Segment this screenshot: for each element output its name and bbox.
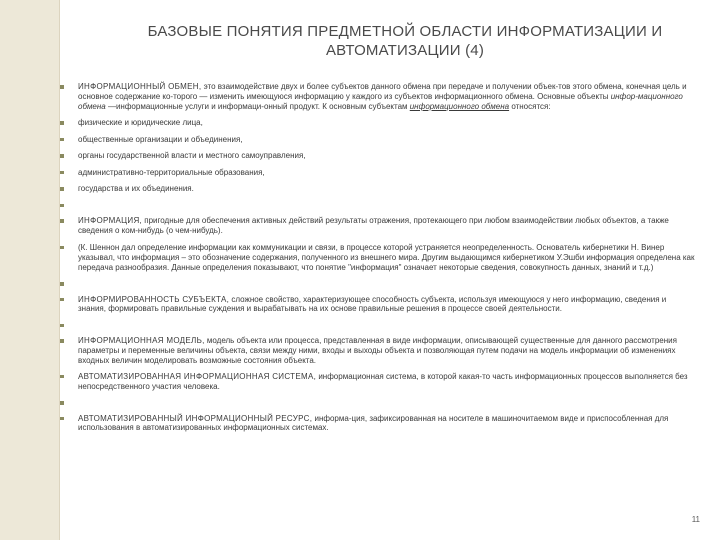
page-number: 11 <box>691 515 700 524</box>
term-auto-resource: АВТОМАТИЗИРОВАННЫЙ ИНФОРМАЦИОННЫЙ РЕСУРС, <box>78 413 313 423</box>
list-item-admin-units <box>60 168 696 178</box>
list-item-info-exchange <box>60 82 696 112</box>
list-item-public-orgs <box>60 135 696 145</box>
italic-underlined-term: информационного обмена <box>409 101 510 111</box>
definition-text: относятся: <box>509 101 551 111</box>
term-auto-system: АВТОМАТИЗИРОВАННАЯ ИНФОРМАЦИОННАЯ СИСТЕМА, <box>78 371 317 381</box>
term-info-exchange: ИНФОРМАЦИОННЫЙ ОБМЕН, <box>78 82 202 91</box>
definition-text: информа-ция, зафиксированная на носителе в машиночитаемом виде и приспособленная для использования в автоматизированных информационных системах. <box>78 413 669 433</box>
definition-text: это взаимодействие двух и более субъектов данного обмена при передаче и получении объек-тов этого обмена, конечная цель и основное содержание ко-торого — изменить имеющуюся информацию у каждого из субъектов информационного обмена. Основные объекты <box>78 82 687 101</box>
list-item-empty <box>60 201 696 211</box>
title-line-2: АВТОМАТИЗАЦИИ (4) <box>325 42 485 59</box>
list-item-text: общественные организации и объединения, <box>78 134 243 144</box>
list-item-auto-system <box>60 372 696 392</box>
list-item-text: (К. Шеннон дал определение информации как коммуникации и связи, в процессе которой устраняется неопределенность. Основатель кибернетики Н. Винер указывал, что информация – это обозначение содержания, полученного из внешнего мира. Другим выдающимся кибернетиком У.Эшби информация определена как передача разнообразия. Данные определения показывают, что понятие "информация" означает некоторые сведения, совокупность данных, знаний и т.д.) <box>78 242 695 272</box>
slide-title <box>110 22 700 60</box>
list-item-text: государства и их объединения. <box>78 184 194 194</box>
term-info-model: ИНФОРМАЦИОННАЯ МОДЕЛЬ, <box>78 336 205 346</box>
list-item-auto-resource <box>60 414 696 434</box>
term-awareness: ИНФОРМИРОВАННОСТЬ СУБЪЕКТА, <box>78 294 230 304</box>
list-item-gov-bodies <box>60 151 696 161</box>
definition-text: модель объекта или процесса, представленная в виде информации, описывающей существенные для данного рассмотрения параметры и переменные величины объекта, связи между ними, входы и выходы объекта и позволяющая путем подачи на модель информации об изменениях входных величин моделировать возможные состояния объекта. <box>78 336 677 366</box>
list-item-info-model <box>60 336 696 366</box>
italic-term: инфор-мационного обмена <box>78 91 683 111</box>
term-information: ИНФОРМАЦИЯ, <box>78 216 143 226</box>
bullet-list <box>60 82 696 433</box>
list-item-text: органы государственной власти и местного самоуправления, <box>78 151 306 161</box>
list-item-empty <box>60 398 696 408</box>
list-item-states <box>60 184 696 194</box>
decorative-sidebar <box>0 0 60 540</box>
list-item-shannon <box>60 243 696 273</box>
list-item-text: физические и юридические лица, <box>78 118 203 128</box>
list-item-empty <box>60 279 696 289</box>
list-item-empty <box>60 321 696 331</box>
definition-text: —информационные услуги и информаци-онный продукт. К основным субъектам <box>105 101 410 111</box>
definition-text: сложное свойство, характеризующее способность субъекта, используя имеющуюся у него информацию, сведения и знания, формировать правильные суждения и вырабатывать на их основе правильные решения в процессе своей деятельности. <box>78 294 667 314</box>
list-item-information <box>60 216 696 236</box>
definition-text: пригодные для обеспечения активных действий результаты отражения, протекающего при любом взаимодействии любых объектов, а также сведения о ком-нибудь (о чем-нибудь). <box>78 216 669 236</box>
title-line-1: БАЗОВЫЕ ПОНЯТИЯ ПРЕДМЕТНОЙ ОБЛАСТИ ИНФОРМАТИЗАЦИИ И <box>147 23 663 40</box>
definition-text: информационная система, в которой какая-то часть информационных процессов выполняется без непосредственного участия человека. <box>78 371 688 391</box>
list-item-text: административно-территориальные образования, <box>78 167 265 177</box>
list-item-physical-persons <box>60 118 696 128</box>
list-item-awareness <box>60 295 696 315</box>
